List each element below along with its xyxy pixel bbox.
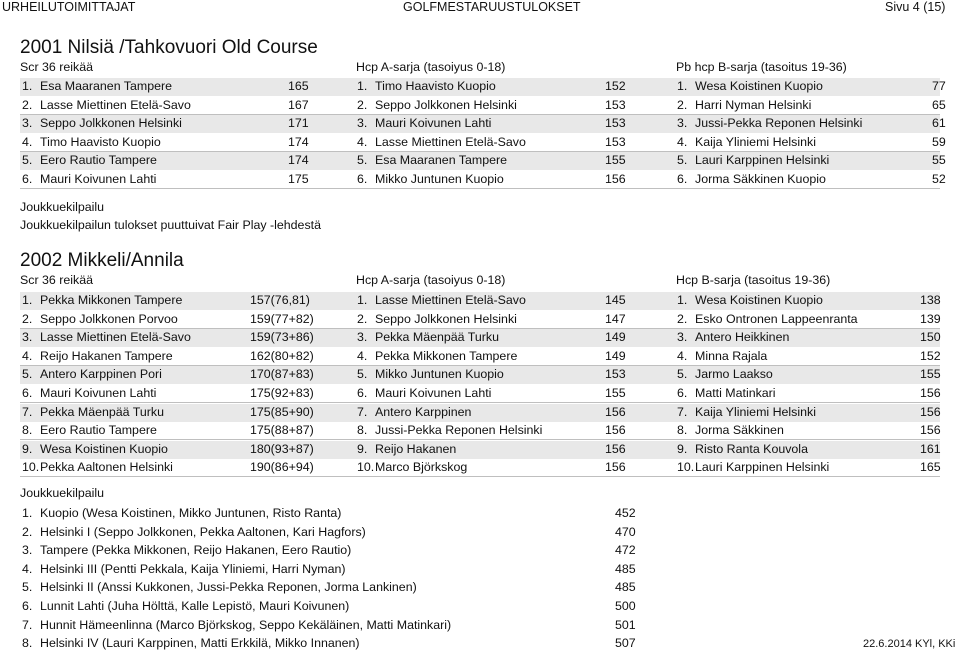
player-name: Lasse Miettinen Etelä-Savo <box>40 97 191 112</box>
result-rank: 7. <box>22 404 33 419</box>
player-name: Mikko Juntunen Kuopio <box>375 367 504 382</box>
player-score: 159(77+82) <box>250 311 314 326</box>
player-score: 161 <box>920 441 941 456</box>
result-rank: 2. <box>357 97 368 112</box>
result-rank: 4. <box>357 348 368 363</box>
footer-date-initials: 22.6.2014 KYl, KKi <box>863 638 956 650</box>
result-rank: 6. <box>22 386 33 400</box>
team-rank: 8. <box>22 636 33 651</box>
result-rank: 2. <box>357 311 368 326</box>
result-rank: 5. <box>22 153 33 167</box>
player-score: 152 <box>920 348 941 363</box>
player-score: 156 <box>920 386 941 400</box>
result-rank: 1. <box>677 293 688 307</box>
team-score: 485 <box>615 561 636 576</box>
player-score: 170(87+83) <box>250 367 314 382</box>
player-score: 153 <box>605 367 626 382</box>
player-score: 149 <box>605 330 626 345</box>
result-rank: 3. <box>357 330 368 345</box>
player-score: 61 <box>932 116 946 130</box>
result-rank: 1. <box>357 293 368 307</box>
result-rank: 1. <box>22 79 33 93</box>
player-score: 156 <box>605 404 626 419</box>
team-score: 500 <box>615 599 636 613</box>
player-score: 65 <box>932 97 946 112</box>
player-name: Mauri Koivunen Lahti <box>40 386 157 400</box>
result-rank: 6. <box>357 386 368 400</box>
player-score: 165 <box>288 79 309 93</box>
player-name: Antero Heikkinen <box>695 330 790 345</box>
result-rank: 8. <box>677 423 688 438</box>
result-rank: 6. <box>677 171 688 186</box>
result-rank: 1. <box>677 79 688 93</box>
player-name: Timo Haavisto Kuopio <box>375 79 496 93</box>
result-rank: 5. <box>357 153 368 167</box>
result-rank: 2. <box>677 97 688 112</box>
player-name: Jarmo Laakso <box>695 367 773 382</box>
player-score: 149 <box>605 348 626 363</box>
player-score: 156 <box>920 404 941 419</box>
player-score: 157(76,81) <box>250 293 310 307</box>
result-rank: 4. <box>677 348 688 363</box>
player-name: Jussi-Pekka Reponen Helsinki <box>375 423 543 438</box>
result-rank: 8. <box>357 423 368 438</box>
section-2002-col1-heading: Scr 36 reikää <box>20 273 94 287</box>
player-name: Risto Ranta Kouvola <box>695 441 808 456</box>
row-stripe <box>20 476 940 477</box>
player-score: 175(92+83) <box>250 386 314 400</box>
result-rank: 7. <box>677 404 688 419</box>
team-name: Helsinki II (Anssi Kukkonen, Jussi-Pekka Reponen, Jorma Lankinen) <box>40 580 417 595</box>
result-rank: 4. <box>22 134 33 149</box>
player-score: 153 <box>605 97 626 112</box>
result-rank: 9. <box>677 441 688 456</box>
player-name: Lasse Miettinen Etelä-Savo <box>40 330 191 345</box>
team-rank: 4. <box>22 561 33 576</box>
result-rank: 4. <box>357 134 368 149</box>
team-score: 485 <box>615 580 636 595</box>
result-rank: 9. <box>357 441 368 456</box>
player-score: 153 <box>605 134 626 149</box>
player-score: 139 <box>920 311 941 326</box>
team-score: 452 <box>615 506 636 520</box>
player-name: Wesa Koistinen Kuopio <box>695 293 823 307</box>
player-name: Mikko Juntunen Kuopio <box>375 171 504 186</box>
result-rank: 5. <box>677 367 688 382</box>
player-name: Seppo Jolkkonen Porvoo <box>40 311 178 326</box>
player-name: Wesa Koistinen Kuopio <box>40 441 168 456</box>
player-name: Lauri Karppinen Helsinki <box>695 460 830 475</box>
player-name: Jussi-Pekka Reponen Helsinki <box>695 116 863 130</box>
result-rank: 8. <box>22 423 33 438</box>
result-rank: 9. <box>22 441 33 456</box>
header-page-number: Sivu 4 (15) <box>885 0 946 14</box>
section-2002-team-label: Joukkuekilpailu <box>20 486 105 500</box>
player-name: Jorma Säkkinen <box>695 423 784 438</box>
player-name: Mauri Koivunen Lahti <box>40 171 157 186</box>
result-rank: 3. <box>357 116 368 130</box>
result-rank: 1. <box>22 293 33 307</box>
player-score: 155 <box>920 367 941 382</box>
player-score: 138 <box>920 293 941 307</box>
player-name: Eero Rautio Tampere <box>40 153 157 167</box>
section-2001-team-note: Joukkuekilpailun tulokset puuttuivat Fair Play -lehdestä <box>20 218 321 232</box>
section-2001-col2-heading: Hcp A-sarja (tasoiyus 0-18) <box>356 60 506 74</box>
team-score: 472 <box>615 543 636 558</box>
player-score: 156 <box>605 441 626 456</box>
player-name: Seppo Jolkkonen Helsinki <box>375 311 517 326</box>
player-score: 156 <box>605 171 626 186</box>
player-name: Pekka Aaltonen Helsinki <box>40 460 173 475</box>
result-rank: 3. <box>677 330 688 345</box>
player-score: 174 <box>288 134 309 149</box>
player-name: Timo Haavisto Kuopio <box>40 134 161 149</box>
player-score: 174 <box>288 153 309 167</box>
result-rank: 2. <box>22 97 33 112</box>
team-name: Hunnit Hämeenlinna (Marco Björkskog, Seppo Kekäläinen, Matti Matinkari) <box>40 617 452 632</box>
player-name: Pekka Mikkonen Tampere <box>375 348 518 363</box>
result-rank: 10. <box>357 460 375 475</box>
section-2001-title: 2001 Nilsiä /Tahkovuori Old Course <box>20 37 318 58</box>
player-name: Pekka Mäenpää Turku <box>375 330 499 345</box>
result-rank: 7. <box>357 404 368 419</box>
player-score: 153 <box>605 116 626 130</box>
section-2001-team-label: Joukkuekilpailu <box>20 200 105 214</box>
result-rank: 5. <box>357 367 368 382</box>
player-score: 155 <box>605 386 626 400</box>
player-name: Marco Björkskog <box>375 460 468 475</box>
result-rank: 3. <box>22 330 33 345</box>
player-score: 162(80+82) <box>250 348 314 363</box>
result-rank: 6. <box>357 171 368 186</box>
team-name: Lunnit Lahti (Juha Hölttä, Kalle Lepistö, Mauri Koivunen) <box>40 599 350 613</box>
result-rank: 1. <box>357 79 368 93</box>
player-score: 190(86+94) <box>250 460 314 475</box>
result-rank: 5. <box>677 153 688 167</box>
player-score: 175(88+87) <box>250 423 314 438</box>
player-score: 171 <box>288 116 309 130</box>
player-score: 152 <box>605 79 626 93</box>
team-score: 507 <box>615 636 636 651</box>
player-name: Esa Maaranen Tampere <box>40 79 173 93</box>
player-name: Pekka Mikkonen Tampere <box>40 293 183 307</box>
player-name: Lasse Miettinen Etelä-Savo <box>375 293 526 307</box>
player-score: 147 <box>605 311 626 326</box>
result-rank: 4. <box>677 134 688 149</box>
player-name: Harri Nyman Helsinki <box>695 97 812 112</box>
result-rank: 10. <box>22 460 40 475</box>
player-score: 145 <box>605 293 626 307</box>
team-name: Tampere (Pekka Mikkonen, Reijo Hakanen, Eero Rautio) <box>40 543 352 558</box>
player-score: 159(73+86) <box>250 330 314 345</box>
section-2002-col2-heading: Hcp A-sarja (tasoiyus 0-18) <box>356 273 506 287</box>
team-score: 470 <box>615 524 636 539</box>
player-name: Eero Rautio Tampere <box>40 423 157 438</box>
player-name: Reijo Hakanen <box>375 441 457 456</box>
player-name: Lasse Miettinen Etelä-Savo <box>375 134 526 149</box>
player-name: Mauri Koivunen Lahti <box>375 116 492 130</box>
team-name: Helsinki III (Pentti Pekkala, Kaija Yliniemi, Harri Nyman) <box>40 561 346 576</box>
team-rank: 2. <box>22 524 33 539</box>
team-rank: 1. <box>22 506 33 520</box>
header-document-title: GOLFMESTARUUSTULOKSET <box>403 0 581 14</box>
result-rank: 10. <box>677 460 695 475</box>
result-rank: 6. <box>22 171 33 186</box>
section-2001-col1-heading: Scr 36 reikää <box>20 60 94 74</box>
player-score: 156 <box>920 423 941 438</box>
player-name: Lauri Karppinen Helsinki <box>695 153 830 167</box>
player-name: Antero Karppinen <box>375 404 472 419</box>
player-name: Pekka Mäenpää Turku <box>40 404 164 419</box>
section-2001-col3-heading: Pb hcp B-sarja (tasoitus 19-36) <box>676 60 847 74</box>
player-score: 77 <box>932 79 946 93</box>
player-name: Kaija Yliniemi Helsinki <box>695 404 816 419</box>
player-score: 156 <box>605 423 626 438</box>
result-rank: 3. <box>677 116 688 130</box>
player-name: Kaija Yliniemi Helsinki <box>695 134 816 149</box>
player-name: Reijo Hakanen Tampere <box>40 348 173 363</box>
team-name: Helsinki I (Seppo Jolkkonen, Pekka Aaltonen, Kari Hagfors) <box>40 524 366 539</box>
player-score: 180(93+87) <box>250 441 314 456</box>
player-score: 167 <box>288 97 309 112</box>
result-rank: 6. <box>677 386 688 400</box>
result-rank: 5. <box>22 367 33 382</box>
player-score: 175(85+90) <box>250 404 314 419</box>
result-rank: 2. <box>22 311 33 326</box>
result-rank: 3. <box>22 116 33 130</box>
player-score: 165 <box>920 460 941 475</box>
player-score: 55 <box>932 153 946 167</box>
player-score: 156 <box>605 460 626 475</box>
team-score: 501 <box>615 617 636 632</box>
team-rank: 6. <box>22 599 33 613</box>
section-2002-title: 2002 Mikkeli/Annila <box>20 250 184 271</box>
team-name: Kuopio (Wesa Koistinen, Mikko Juntunen, Risto Ranta) <box>40 506 342 520</box>
row-stripe <box>20 188 940 189</box>
player-name: Minna Rajala <box>695 348 768 363</box>
player-name: Seppo Jolkkonen Helsinki <box>40 116 182 130</box>
player-name: Antero Karppinen Pori <box>40 367 162 382</box>
player-name: Wesa Koistinen Kuopio <box>695 79 823 93</box>
team-rank: 3. <box>22 543 33 558</box>
player-score: 175 <box>288 171 309 186</box>
player-name: Mauri Koivunen Lahti <box>375 386 492 400</box>
team-rank: 5. <box>22 580 33 595</box>
player-score: 59 <box>932 134 946 149</box>
section-2002-col3-heading: Hcp B-sarja (tasoitus 19-36) <box>676 273 831 287</box>
player-score: 155 <box>605 153 626 167</box>
player-name: Matti Matinkari <box>695 386 776 400</box>
player-score: 150 <box>920 330 941 345</box>
header-organization: URHEILUTOIMITTAJAT <box>2 0 136 14</box>
player-name: Jorma Säkkinen Kuopio <box>695 171 826 186</box>
team-name: Helsinki IV (Lauri Karppinen, Matti Erkkilä, Mikko Innanen) <box>40 636 360 651</box>
player-name: Esko Ontronen Lappeenranta <box>695 311 858 326</box>
player-name: Seppo Jolkkonen Helsinki <box>375 97 517 112</box>
result-rank: 2. <box>677 311 688 326</box>
player-score: 52 <box>932 171 946 186</box>
player-name: Esa Maaranen Tampere <box>375 153 508 167</box>
result-rank: 4. <box>22 348 33 363</box>
team-rank: 7. <box>22 617 33 632</box>
